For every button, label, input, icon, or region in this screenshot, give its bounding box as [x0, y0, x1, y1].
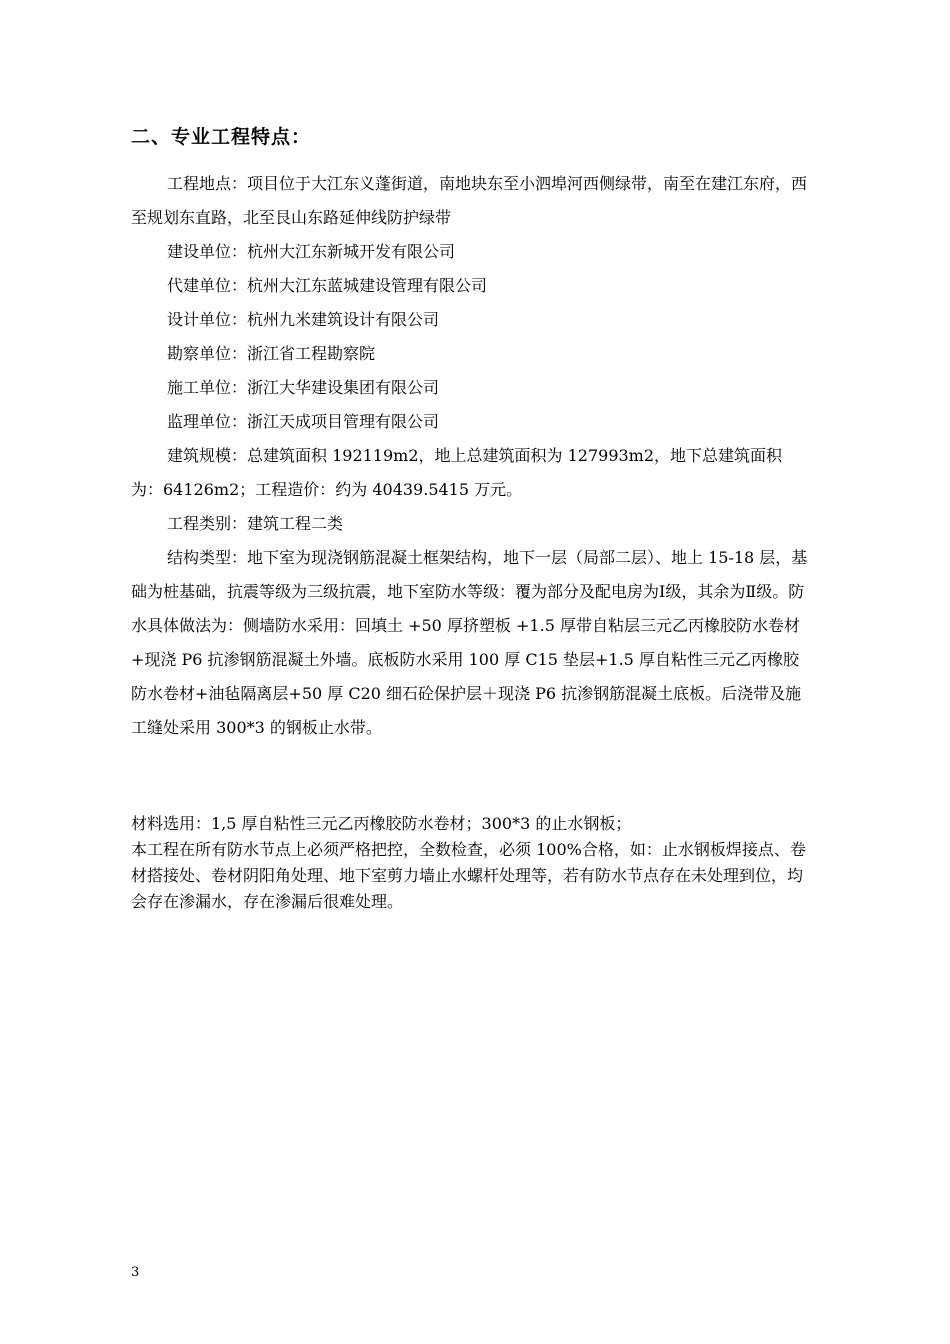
paragraph-owner: 建设单位：杭州大江东新城开发有限公司 — [167, 242, 456, 261]
paragraph-supervisor: 监理单位：浙江天成项目管理有限公司 — [167, 412, 440, 431]
paragraph-contractor: 施工单位：浙江大华建设集团有限公司 — [167, 378, 440, 397]
paragraph-structure: 结构类型：地下室为现浇钢筋混凝土框架结构，地下一层（局部二层）、地上 15-18 层，基础为桩基础，抗震等级为三级抗震，地下室防水等级：覆为部分及配电房为Ⅰ级，其余为Ⅱ级。防水具体做法为：侧墙防水采用：回填土 +50 厚挤塑板 +1.5 厚带自粘层三元乙丙橡胶防水卷材+现浇 P6 抗渗钢筋混凝土外墙。底板防水采用 100 厚 C15 垫层+1.5 厚自粘性三元乙丙橡胶防水卷材+油毡隔离层+50 厚 C20 细石砼保护层＋现浇 P6 抗渗钢筋混凝土底板。后浇带及施工缝处采用 300*3 的钢板止水带。 — [131, 548, 808, 737]
notes-block — [131, 811, 811, 915]
paragraph-surveyor: 勘察单位：浙江省工程勘察院 — [167, 344, 376, 363]
paragraph-category: 工程类别：建筑工程二类 — [167, 514, 344, 533]
paragraph-agent: 代建单位：杭州大江东蓝城建设管理有限公司 — [167, 276, 488, 295]
note-materials: 材料选用：1,5 厚自粘性三元乙丙橡胶防水卷材；300*3 的止水钢板； — [131, 814, 632, 833]
paragraph-location: 工程地点：项目位于大江东义蓬街道，南地块东至小泗埠河西侧绿带，南至在建江东府，西至规划东直路，北至艮山东路延伸线防护绿带 — [131, 174, 808, 227]
paragraph-scale: 建筑规模：总建筑面积 192119m2，地上总建筑面积为 127993m2，地下总建筑面积为：64126m2；工程造价：约为 40439.5415 万元。 — [131, 446, 783, 499]
note-quality-control: 本工程在所有防水节点上必须严格把控，全数检查，必须 100%合格，如：止水钢板焊接点、卷材搭接处、卷材阴阳角处理、地下室剪力墙止水螺杆处理等，若有防水节点存在未处理到位，均会存在渗漏水，存在渗漏后很难处理。 — [131, 840, 806, 911]
paragraph-designer: 设计单位：杭州九米建筑设计有限公司 — [167, 310, 440, 329]
section-heading: 二、专业工程特点： — [131, 126, 312, 148]
project-info — [131, 167, 811, 745]
page-number: 3 — [131, 1265, 140, 1280]
